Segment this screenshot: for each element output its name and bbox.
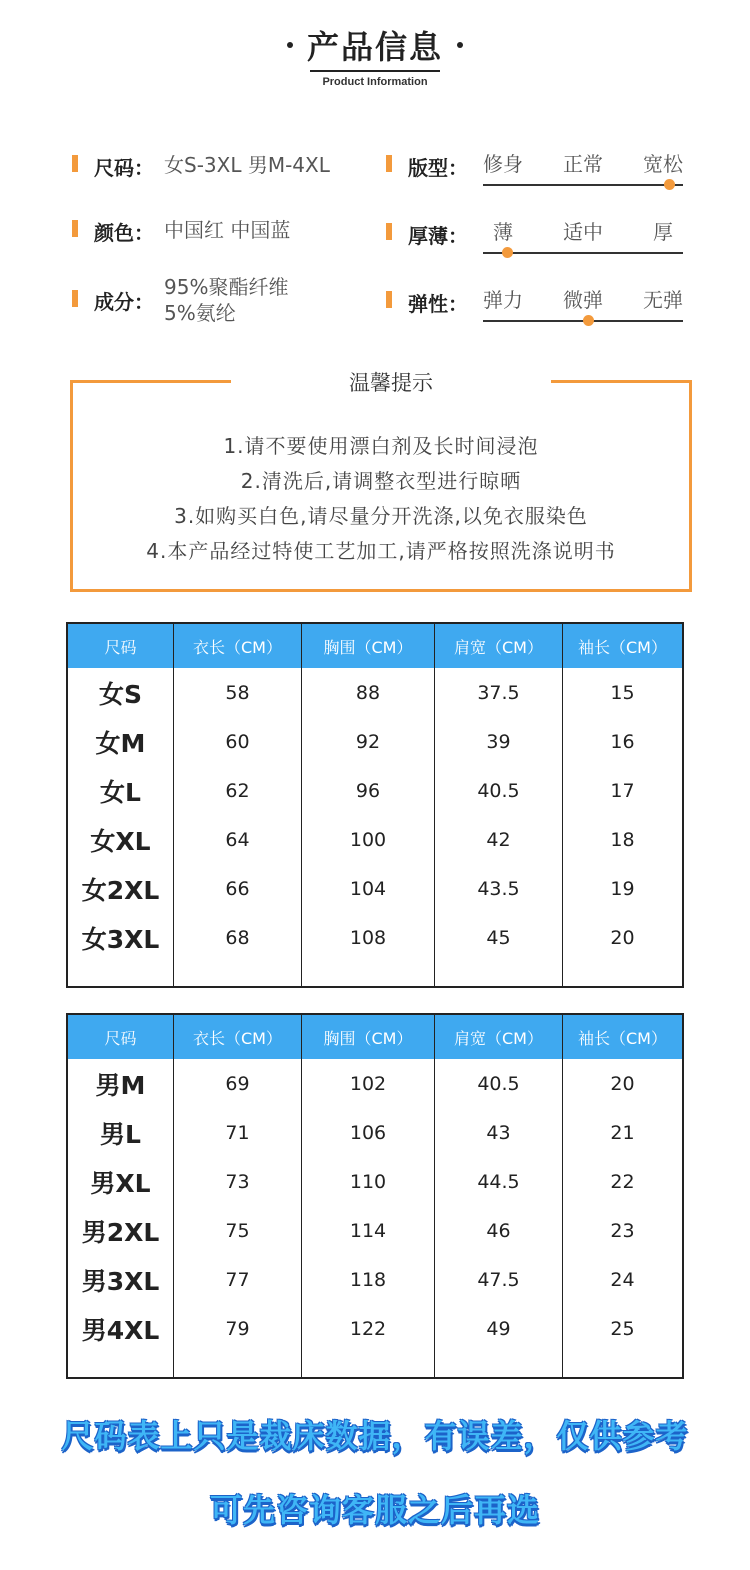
accent-bar xyxy=(72,290,78,307)
women-value-cell: 60 xyxy=(225,730,250,753)
attr-elasticity-label: 弹性： xyxy=(408,292,468,316)
women-column xyxy=(174,668,302,986)
accent-bar xyxy=(386,291,392,308)
women-size-table xyxy=(66,622,684,988)
women-value-cell: 18 xyxy=(610,828,635,851)
men-value-cell: 71 xyxy=(225,1121,250,1144)
attr-elasticity xyxy=(386,288,468,317)
elasticity-option: 无弹 xyxy=(643,288,683,312)
tips-item: 3.如购买白色,请尽量分开洗涤,以免衣服染色 xyxy=(174,504,588,528)
thickness-option: 厚 xyxy=(653,220,673,244)
women-table-body xyxy=(68,668,682,986)
women-size-cell: 女3XL xyxy=(81,924,160,954)
bullet-dot-icon xyxy=(457,42,463,48)
attr-material-line1: 95%聚酯纤维 xyxy=(164,275,289,299)
men-value-cell: 118 xyxy=(349,1268,387,1291)
women-size-cell: 女XL xyxy=(90,826,151,856)
women-size-cell: 女L xyxy=(100,777,141,807)
attr-thickness-label: 厚薄： xyxy=(408,224,468,248)
men-table-body xyxy=(68,1059,682,1377)
men-value-cell: 23 xyxy=(610,1219,635,1242)
men-value-cell: 73 xyxy=(225,1170,250,1193)
thickness-scale-marker xyxy=(502,247,513,258)
men-column-header: 肩宽（CM） xyxy=(435,1015,563,1059)
tips-title: 温馨提示 xyxy=(231,367,551,397)
attr-size-value: 女S-3XL 男M-4XL xyxy=(164,153,330,177)
women-value-cell: 19 xyxy=(610,877,635,900)
page-title: 产品信息 xyxy=(306,28,443,66)
women-column xyxy=(563,668,682,986)
men-header-row xyxy=(68,1015,682,1059)
women-column xyxy=(302,668,435,986)
men-value-cell: 46 xyxy=(486,1219,511,1242)
women-column-header: 袖长（CM） xyxy=(578,637,667,657)
men-size-cell: 男L xyxy=(100,1119,141,1149)
thickness-scale xyxy=(483,216,683,245)
women-value-cell: 96 xyxy=(355,779,381,802)
women-value-cell: 43.5 xyxy=(477,877,520,900)
women-value-cell: 64 xyxy=(225,828,250,851)
tips-item: 4.本产品经过特使工艺加工,请严格按照洗涤说明书 xyxy=(146,539,616,563)
men-value-cell: 69 xyxy=(225,1072,250,1095)
fit-option: 宽松 xyxy=(643,152,683,176)
page-subtitle: Product Information xyxy=(322,76,428,88)
women-column-header: 胸围（CM） xyxy=(302,624,435,668)
page-title-wrap xyxy=(287,22,463,68)
men-value-cell: 122 xyxy=(349,1317,387,1340)
women-value-cell: 58 xyxy=(225,681,250,704)
page-header xyxy=(0,22,750,88)
women-value-cell: 16 xyxy=(610,730,635,753)
men-column xyxy=(68,1059,174,1377)
women-value-cell: 108 xyxy=(349,926,387,949)
women-value-cell: 66 xyxy=(225,877,250,900)
attr-thickness xyxy=(386,220,468,249)
men-column xyxy=(174,1059,302,1377)
men-column-header: 胸围（CM） xyxy=(302,1015,435,1059)
men-value-cell: 40.5 xyxy=(477,1072,520,1095)
men-value-cell: 77 xyxy=(225,1268,250,1291)
men-column xyxy=(563,1059,682,1377)
men-size-cell: 男XL xyxy=(90,1168,151,1198)
attr-material-line2: 5%氨纶 xyxy=(164,301,236,325)
elasticity-option: 弹力 xyxy=(483,288,523,312)
men-column xyxy=(302,1059,435,1377)
men-value-cell: 21 xyxy=(610,1121,635,1144)
men-value-cell: 75 xyxy=(225,1219,250,1242)
men-column-header: 衣长（CM） xyxy=(174,1015,302,1059)
women-column-header: 尺码 xyxy=(68,624,174,668)
men-value-cell: 49 xyxy=(486,1317,511,1340)
attr-color-label: 颜色： xyxy=(94,221,154,245)
attr-size xyxy=(72,152,330,181)
men-column-header: 袖长（CM） xyxy=(578,1028,667,1048)
women-size-cell: 女S xyxy=(98,679,142,709)
women-size-cell: 女M xyxy=(95,728,146,758)
women-value-cell: 100 xyxy=(349,828,387,851)
men-column-header: 尺码 xyxy=(68,1015,174,1059)
women-value-cell: 40.5 xyxy=(477,779,520,802)
men-value-cell: 22 xyxy=(610,1170,635,1193)
bullet-dot-icon xyxy=(287,42,293,48)
accent-bar xyxy=(72,220,78,237)
men-value-cell: 44.5 xyxy=(477,1170,520,1193)
tips-item: 2.清洗后,请调整衣型进行晾晒 xyxy=(240,469,522,493)
elasticity-option: 微弹 xyxy=(563,288,603,312)
tips-list xyxy=(73,429,689,569)
women-value-cell: 20 xyxy=(610,926,635,949)
men-size-cell: 男3XL xyxy=(81,1266,160,1296)
attr-color-value: 中国红 中国蓝 xyxy=(164,218,291,242)
women-value-cell: 15 xyxy=(610,681,635,704)
men-value-cell: 110 xyxy=(349,1170,387,1193)
women-value-cell: 62 xyxy=(225,779,250,802)
fit-scale-line xyxy=(483,184,683,186)
tips-item: 1.请不要使用漂白剂及长时间浸泡 xyxy=(223,434,539,458)
men-size-cell: 男M xyxy=(95,1070,146,1100)
women-value-cell: 17 xyxy=(610,779,635,802)
accent-bar xyxy=(72,155,78,172)
women-header-row xyxy=(68,624,682,668)
thickness-option: 适中 xyxy=(563,220,603,244)
attr-fit xyxy=(386,152,468,181)
men-size-cell: 男2XL xyxy=(81,1217,160,1247)
disclaimer-note: 尺码表上只是裁床数据，有误差，仅供参考 xyxy=(61,1417,689,1455)
men-value-cell: 24 xyxy=(610,1268,635,1291)
women-value-cell: 39 xyxy=(486,730,511,753)
women-value-cell: 92 xyxy=(355,730,381,753)
women-value-cell: 45 xyxy=(486,926,511,949)
women-column xyxy=(435,668,563,986)
men-size-table xyxy=(66,1013,684,1379)
men-size-cell: 男4XL xyxy=(81,1315,160,1345)
men-value-cell: 106 xyxy=(349,1121,387,1144)
women-size-cell: 女2XL xyxy=(81,875,160,905)
women-column xyxy=(68,668,174,986)
women-column-header: 肩宽（CM） xyxy=(435,624,563,668)
men-value-cell: 114 xyxy=(349,1219,387,1242)
elasticity-scale xyxy=(483,284,683,313)
thickness-scale-line xyxy=(483,252,683,254)
men-value-cell: 43 xyxy=(486,1121,511,1144)
accent-bar xyxy=(386,155,392,172)
attr-material-value xyxy=(164,274,288,326)
title-underline xyxy=(310,70,440,72)
tips-box xyxy=(70,371,692,592)
men-value-cell: 102 xyxy=(349,1072,387,1095)
men-value-cell: 20 xyxy=(610,1072,635,1095)
women-value-cell: 37.5 xyxy=(477,681,520,704)
men-column xyxy=(435,1059,563,1377)
women-column-header: 衣长（CM） xyxy=(174,624,302,668)
consult-note: 可先咨询客服之后再选 xyxy=(209,1491,540,1529)
men-value-cell: 79 xyxy=(225,1317,250,1340)
thickness-option: 薄 xyxy=(493,220,513,244)
men-value-cell: 25 xyxy=(610,1317,635,1340)
fit-option: 正常 xyxy=(563,152,603,176)
women-value-cell: 104 xyxy=(349,877,387,900)
accent-bar xyxy=(386,223,392,240)
fit-scale-marker xyxy=(664,179,675,190)
men-value-cell: 47.5 xyxy=(477,1268,520,1291)
attr-fit-label: 版型： xyxy=(408,156,468,180)
attr-color xyxy=(72,217,290,246)
fit-scale xyxy=(483,148,683,177)
women-value-cell: 68 xyxy=(225,926,250,949)
fit-option: 修身 xyxy=(483,152,523,176)
women-value-cell: 88 xyxy=(355,681,381,704)
women-value-cell: 42 xyxy=(486,828,511,851)
elasticity-scale-marker xyxy=(583,315,594,326)
attr-size-label: 尺码： xyxy=(94,156,154,180)
attr-material-label: 成分： xyxy=(94,290,154,314)
attr-material xyxy=(72,274,288,326)
